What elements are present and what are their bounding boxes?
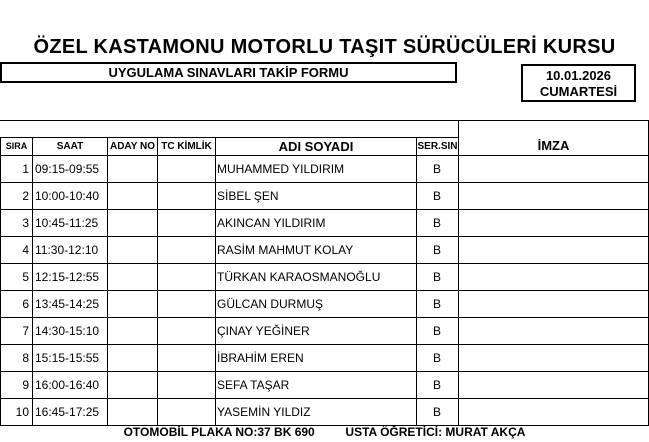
column-border bbox=[458, 120, 459, 425]
row-number: 5 bbox=[22, 270, 29, 284]
row-name: SEFA TAŞAR bbox=[217, 378, 290, 392]
row-name: AKINCAN YILDIRIM bbox=[217, 216, 326, 230]
column-border bbox=[107, 137, 108, 425]
row-number: 8 bbox=[22, 351, 29, 365]
form-title: ÖZEL KASTAMONU MOTORLU TAŞIT SÜRÜCÜLERİ KURSU bbox=[33, 36, 616, 58]
row-ser-sin: B bbox=[432, 351, 441, 365]
row-number: 6 bbox=[22, 297, 29, 311]
row-time: 12:15-12:55 bbox=[35, 270, 100, 284]
row-time: 13:45-14:25 bbox=[35, 297, 100, 311]
row-ser-sin: B bbox=[432, 243, 441, 257]
col-header-adi-soyadi: ADI SOYADI bbox=[278, 139, 354, 154]
row-number: 2 bbox=[22, 189, 29, 203]
form-subtitle: UYGULAMA SINAVLARI TAKİP FORMU bbox=[0, 62, 457, 83]
row-time: 11:30-12:10 bbox=[35, 243, 99, 257]
row-time: 09:15-09:55 bbox=[35, 162, 100, 176]
row-ser-sin: B bbox=[432, 324, 441, 338]
table-top-border bbox=[0, 120, 649, 121]
row-ser-sin: B bbox=[432, 405, 441, 419]
row-ser-sin: B bbox=[432, 378, 441, 392]
column-border bbox=[215, 137, 216, 425]
column-border bbox=[32, 137, 33, 425]
row-time: 16:00-16:40 bbox=[35, 378, 100, 392]
row-name: SİBEL ŞEN bbox=[217, 189, 279, 203]
row-number: 4 bbox=[22, 243, 29, 257]
col-header-saat: SAAT bbox=[56, 141, 84, 152]
vehicle-plate: OTOMOBİL PLAKA NO:37 BK 690 bbox=[123, 425, 315, 439]
row-number: 3 bbox=[22, 216, 29, 230]
row-name: ÇINAY YEĞİNER bbox=[217, 324, 310, 338]
row-ser-sin: B bbox=[432, 216, 441, 230]
row-ser-sin: B bbox=[432, 162, 441, 176]
row-ser-sin: B bbox=[432, 297, 441, 311]
row-time: 14:30-15:10 bbox=[35, 324, 100, 338]
col-header-tc-kimlik: TC KİMLİK bbox=[161, 141, 212, 152]
row-name: İBRAHİM EREN bbox=[217, 351, 304, 365]
row-number: 1 bbox=[22, 162, 29, 176]
row-name: GÜLCAN DURMUŞ bbox=[217, 297, 324, 311]
row-time: 16:45-17:25 bbox=[35, 405, 100, 419]
row-name: MUHAMMED YILDIRIM bbox=[217, 162, 345, 176]
col-header-sira: SIRA bbox=[5, 141, 28, 151]
col-header-aday-no: ADAY NO bbox=[109, 141, 155, 152]
row-number: 7 bbox=[22, 324, 29, 338]
col-header-imza: İMZA bbox=[537, 138, 570, 153]
row-number: 9 bbox=[22, 378, 29, 392]
row-ser-sin: B bbox=[432, 189, 441, 203]
exam-day: CUMARTESİ bbox=[539, 84, 618, 99]
instructor-name: USTA ÖĞRETİCİ: MURAT AKÇA bbox=[345, 425, 526, 439]
row-number: 10 bbox=[15, 405, 29, 419]
exam-date: 10.01.2026 bbox=[545, 68, 612, 83]
row-name: RASİM MAHMUT KOLAY bbox=[217, 243, 354, 257]
col-header-ser-sin: SER.SIN bbox=[417, 141, 458, 152]
row-time: 10:45-11:25 bbox=[35, 216, 99, 230]
column-border bbox=[157, 137, 158, 425]
row-time: 15:15-15:55 bbox=[35, 351, 100, 365]
row-time: 10:00-10:40 bbox=[35, 189, 100, 203]
row-ser-sin: B bbox=[432, 270, 441, 284]
footer bbox=[0, 425, 649, 439]
row-name: TÜRKAN KARAOSMANOĞLU bbox=[217, 270, 381, 284]
row-name: YASEMİN YILDIZ bbox=[217, 405, 311, 419]
